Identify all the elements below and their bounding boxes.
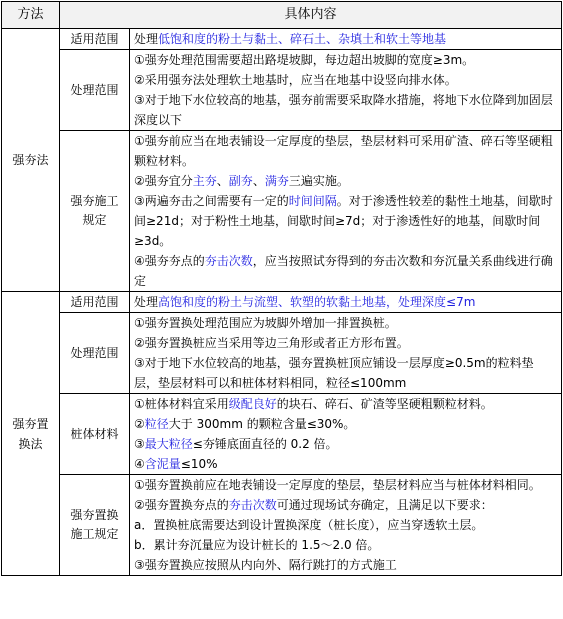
content-line bbox=[134, 555, 557, 575]
content-line bbox=[134, 50, 557, 70]
table-row bbox=[2, 313, 562, 394]
highlighted-text: 粒径 bbox=[144, 417, 169, 431]
table-row bbox=[2, 29, 562, 50]
method-table bbox=[1, 1, 562, 576]
header-row bbox=[2, 2, 562, 29]
row-label: 处理范围 bbox=[60, 50, 130, 131]
content-text: ①强夯前应当在地表铺设一定厚度的垫层，垫层材料可采用矿渣、碎石等坚硬粗颗粒材料。 bbox=[134, 134, 553, 168]
content-text: 的块石、碎石、矿渣等坚硬粗颗粒材料。 bbox=[276, 397, 493, 411]
row-label: 适用范围 bbox=[60, 29, 130, 50]
highlighted-text: 高饱和度的粉土与流塑、软塑的软黏土地基，处理深度≤7m bbox=[158, 295, 476, 309]
content-text: 处理 bbox=[134, 32, 159, 46]
row-content bbox=[130, 292, 562, 313]
content-text: ③对于地下水位较高的地基，强夯前需要采取降水措施，将地下水位降到加固层深度以下 bbox=[134, 93, 553, 127]
row-label: 处理范围 bbox=[60, 313, 130, 394]
content-text: ①桩体材料宜采用 bbox=[134, 397, 229, 411]
content-line bbox=[134, 475, 557, 495]
highlighted-text: 级配良好 bbox=[228, 397, 277, 411]
content-text: 大于 300mm 的颗粒含量≤30%。 bbox=[168, 417, 356, 431]
highlighted-text: 低饱和度的粉土与黏土、碎石土、杂填土和软土等地基 bbox=[158, 32, 447, 46]
content-line bbox=[134, 70, 557, 90]
content-text: ≤夯锤底面直径的 0.2 倍。 bbox=[192, 437, 338, 451]
content-text: ②强夯宜分 bbox=[134, 174, 193, 188]
content-text: 可通过现场试夯确定，且满足以下要求： bbox=[276, 498, 493, 512]
table-row bbox=[2, 131, 562, 292]
content-text: ②采用强夯法处理软土地基时，应当在地基中设竖向排水体。 bbox=[134, 73, 457, 87]
content-text: ② bbox=[134, 417, 145, 431]
content-text: 三遍实施。 bbox=[288, 174, 349, 188]
content-line bbox=[134, 333, 557, 353]
content-line bbox=[134, 251, 557, 291]
content-line bbox=[134, 313, 557, 333]
content-text: ，应当按照试夯得到的夯击次数和夯沉量关系曲线进行确定 bbox=[134, 254, 553, 288]
header-content: 具体内容 bbox=[60, 2, 562, 29]
content-line bbox=[134, 515, 557, 535]
content-text: ③强夯置换应按照从内向外、隔行跳打的方式施工 bbox=[134, 558, 397, 572]
highlighted-text: 含泥量 bbox=[144, 457, 181, 471]
content-line bbox=[134, 434, 557, 454]
table-row bbox=[2, 50, 562, 131]
content-text: ①强夯置换前应在地表铺设一定厚度的垫层，垫层材料应当与桩体材料相同。 bbox=[134, 478, 541, 492]
content-text: ③对于地下水位较高的地基，强夯置换桩顶应铺设一层厚度≥0.5m的粒料垫层，垫层材料可以和桩体材料相同，粒径≤100mm bbox=[134, 356, 534, 390]
row-label: 适用范围 bbox=[60, 292, 130, 313]
content-text: ④强夯夯点的 bbox=[134, 254, 205, 268]
method-name: 强夯置换法 bbox=[2, 292, 60, 576]
content-line bbox=[134, 29, 557, 49]
content-text: 处理 bbox=[134, 295, 159, 309]
content-text: ①强夯处理范围需要超出路堤坡脚，每边超出坡脚的宽度≥3m。 bbox=[134, 53, 475, 67]
content-line bbox=[134, 292, 557, 312]
row-content bbox=[130, 313, 562, 394]
content-line bbox=[134, 131, 557, 171]
content-text: 、 bbox=[252, 174, 265, 188]
row-label: 强夯施工规定 bbox=[60, 131, 130, 292]
content-text: 。对于渗透性较差的黏性土地基，间歇时间≥21d；对于粉性土地基，间歇时间≥7d；对于渗透性好的地基，间歇时间≥3d。 bbox=[134, 194, 553, 248]
row-label: 桩体材料 bbox=[60, 394, 130, 475]
content-text: ③ bbox=[134, 437, 145, 451]
content-line bbox=[134, 191, 557, 251]
content-text: a．置换桩底需要达到设计置换深度（桩长度），应当穿透软土层。 bbox=[134, 518, 484, 532]
content-text: ②强夯置换夯点的 bbox=[134, 498, 229, 512]
content-line bbox=[134, 495, 557, 515]
table-row bbox=[2, 394, 562, 475]
content-line bbox=[134, 535, 557, 555]
highlighted-text: 夯击次数 bbox=[228, 498, 277, 512]
content-text: ③两遍夯击之间需要有一定的 bbox=[134, 194, 289, 208]
row-content bbox=[130, 50, 562, 131]
highlighted-text: 主夯 bbox=[192, 174, 217, 188]
method-name: 强夯法 bbox=[2, 29, 60, 292]
content-line bbox=[134, 394, 557, 414]
content-text: b．累计夯沉量应为设计桩长的 1.5～2.0 倍。 bbox=[134, 538, 380, 552]
highlighted-text: 满夯 bbox=[264, 174, 289, 188]
header-method: 方法 bbox=[2, 2, 60, 29]
row-content bbox=[130, 131, 562, 292]
row-label: 强夯置换施工规定 bbox=[60, 475, 130, 576]
content-line bbox=[134, 454, 557, 474]
row-content bbox=[130, 394, 562, 475]
row-content bbox=[130, 29, 562, 50]
row-content bbox=[130, 475, 562, 576]
table-row bbox=[2, 292, 562, 313]
content-line bbox=[134, 171, 557, 191]
content-line bbox=[134, 90, 557, 130]
highlighted-text: 时间间隔 bbox=[288, 194, 337, 208]
content-line bbox=[134, 414, 557, 434]
content-text: 、 bbox=[216, 174, 229, 188]
content-text: ≤10% bbox=[180, 457, 218, 471]
content-line bbox=[134, 353, 557, 393]
content-text: ④ bbox=[134, 457, 145, 471]
content-text: ①强夯置换处理范围应为坡脚外增加一排置换桩。 bbox=[134, 316, 397, 330]
highlighted-text: 副夯 bbox=[228, 174, 253, 188]
content-text: ②强夯置换桩应当采用等边三角形或者正方形布置。 bbox=[134, 336, 409, 350]
highlighted-text: 夯击次数 bbox=[204, 254, 253, 268]
table-row bbox=[2, 475, 562, 576]
highlighted-text: 最大粒径 bbox=[144, 437, 193, 451]
